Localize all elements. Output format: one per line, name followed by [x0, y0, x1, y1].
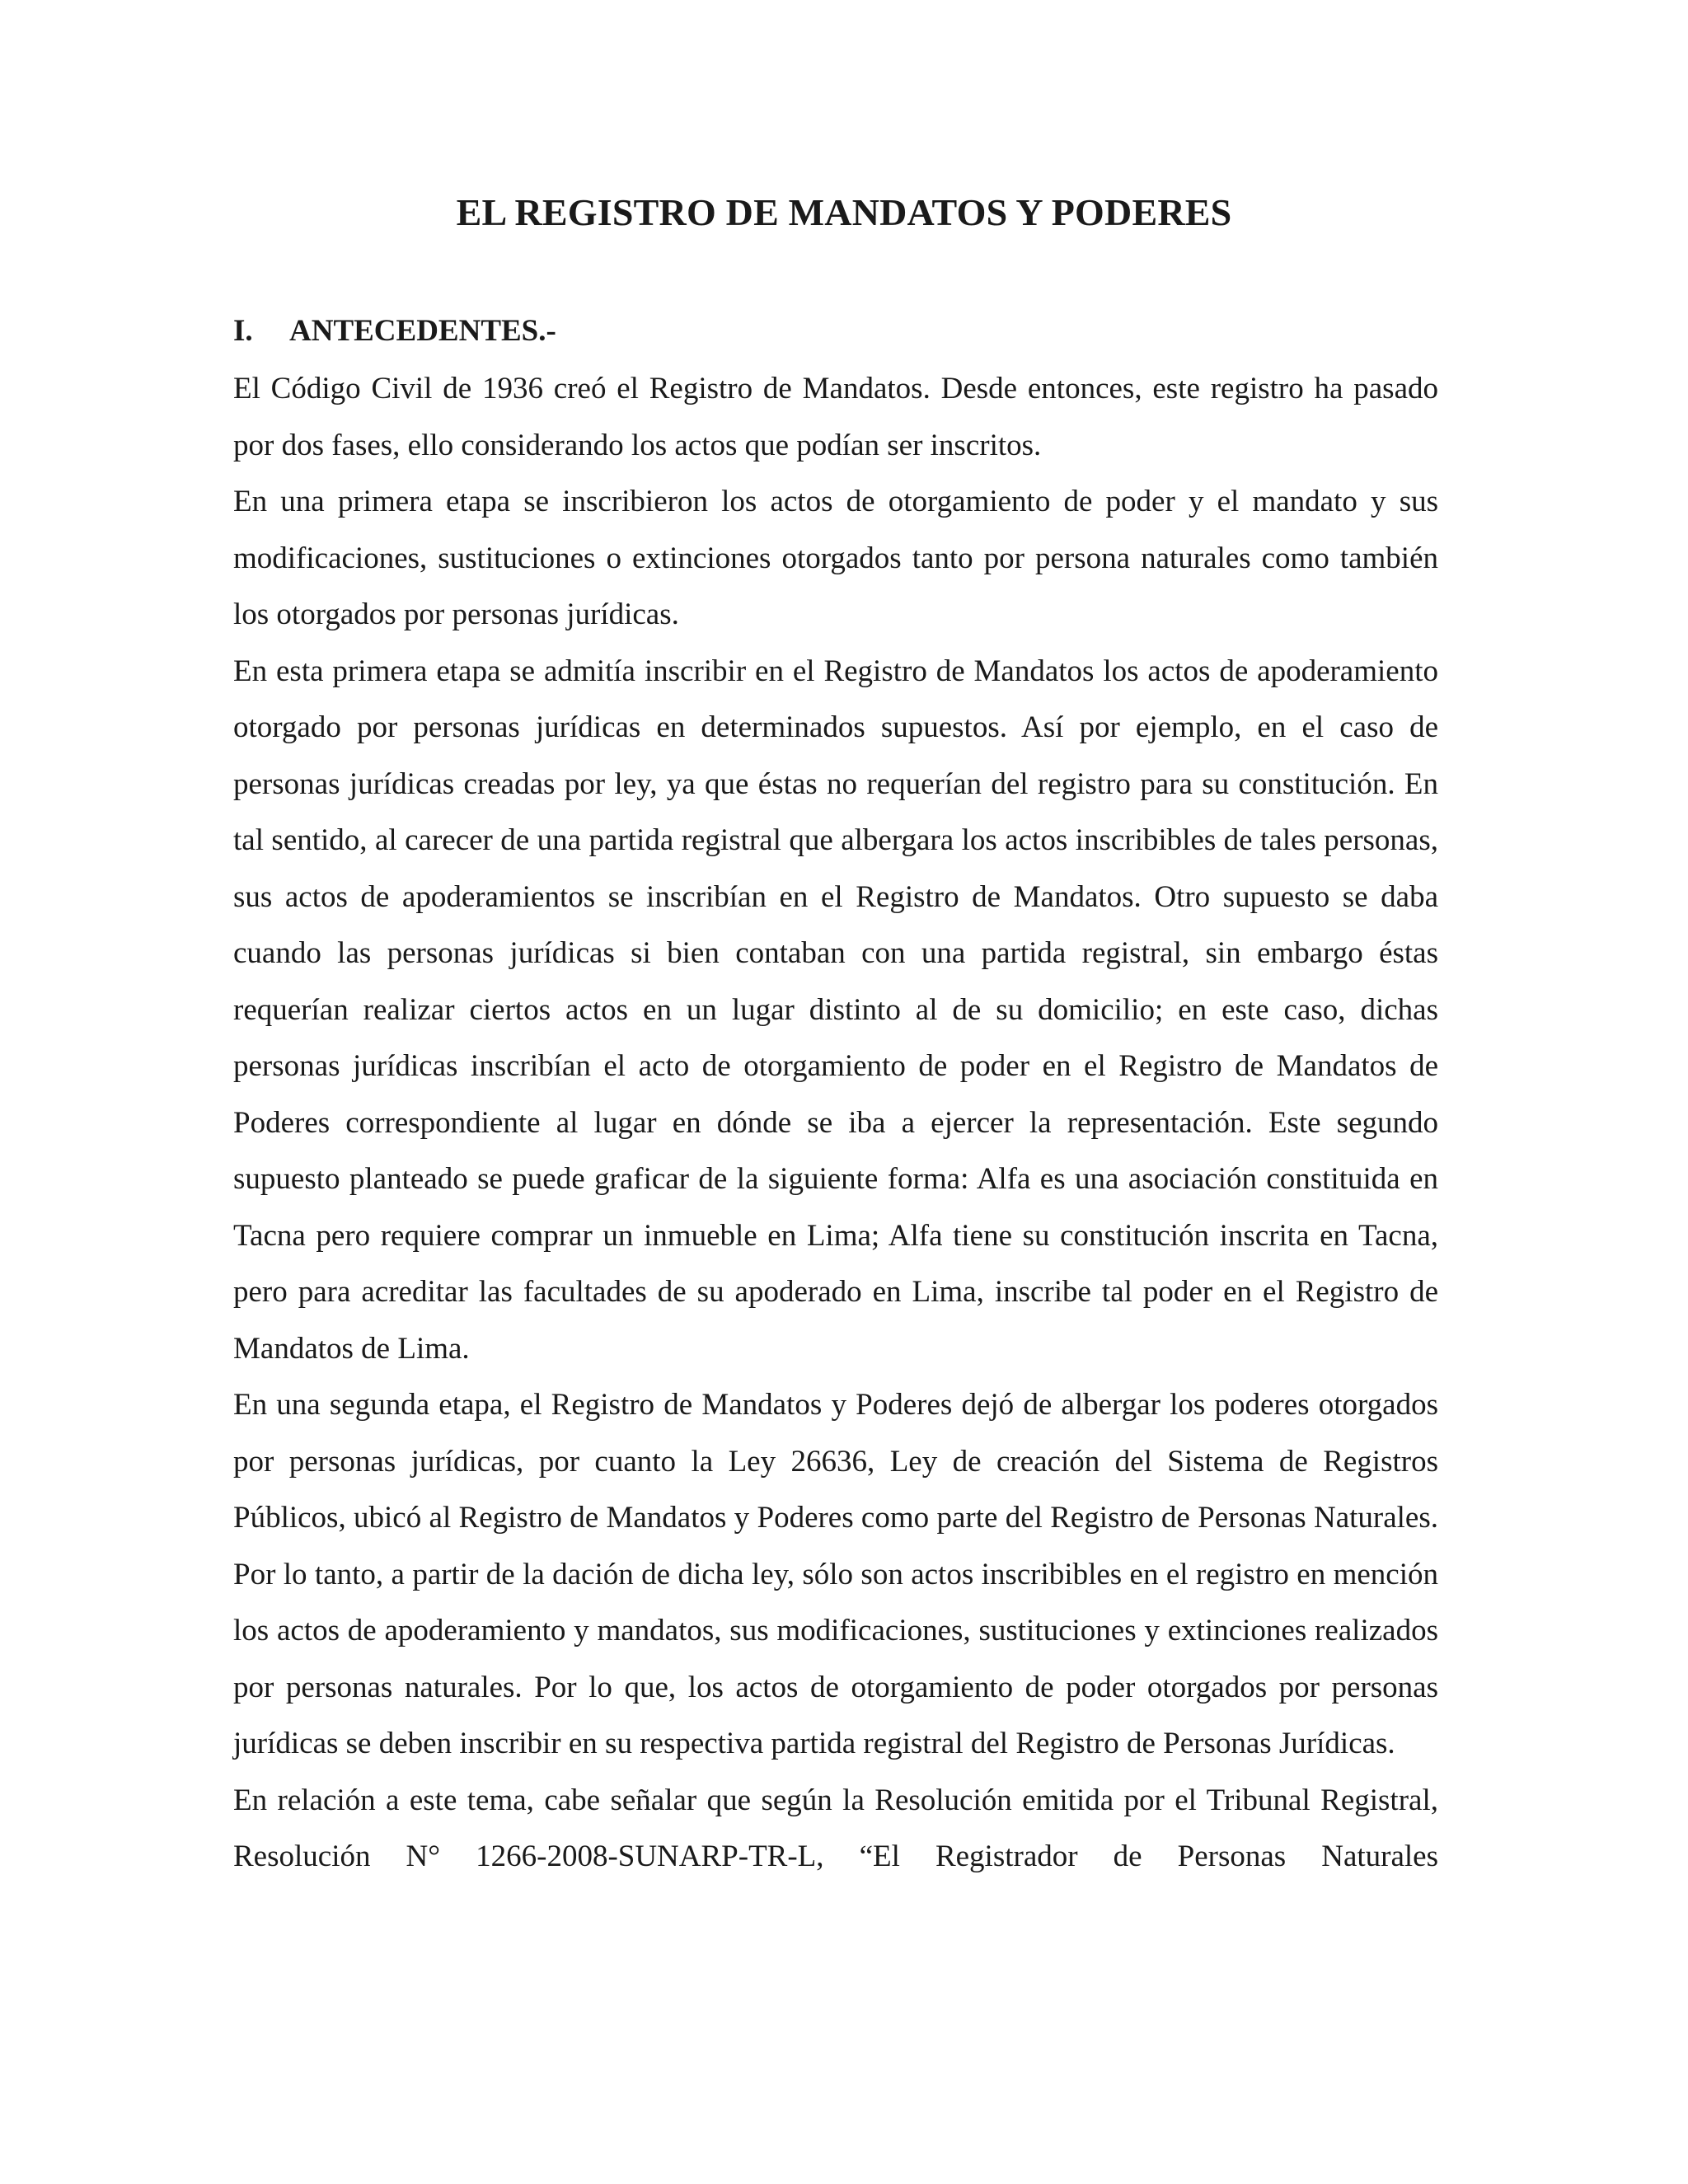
- paragraph: En una segunda etapa, el Registro de Mandatos y Poderes dejó de albergar los poderes otorgados por personas jurídicas, por cuanto la Ley 26636, Ley de creación del Sistema de Registros Públicos, ubicó al Registro de Mandatos y Poderes como parte del Registro de Personas Naturales. Por lo tanto, a partir de la dación de dicha ley, sólo son actos inscribibles en el registro en mención los actos de apoderamiento y mandatos, sus modificaciones, sustituciones y extinciones realizados por personas naturales. Por lo que, los actos de otorgamiento de poder otorgados por personas jurídicas se deben inscribir en su respectiva partida registral del Registro de Personas Jurídicas.: [233, 1388, 1438, 1760]
- section-heading: [233, 310, 556, 353]
- section-number: I.: [233, 314, 253, 348]
- paragraph: El Código Civil de 1936 creó el Registro de Mandatos. Desde entonces, este registro ha pasado por dos fases, ello considerando los actos que podían ser inscritos.: [233, 372, 1438, 462]
- paragraph: En una primera etapa se inscribieron los actos de otorgamiento de poder y el mandato y sus modificaciones, sustituciones o extinciones otorgados tanto por persona naturales como también los otorgados por personas jurídicas.: [233, 485, 1438, 631]
- section-title: ANTECEDENTES.-: [289, 314, 556, 348]
- paragraph: En esta primera etapa se admitía inscribir en el Registro de Mandatos los actos de apoderamiento otorgado por personas jurídicas en determinados supuestos. Así por ejemplo, en el caso de personas jurídicas creadas por ley, ya que éstas no requerían del registro para su constitución. En tal sentido, al carecer de una partida registral que albergara los actos inscribibles de tales personas, sus actos de apoderamientos se inscribían en el Registro de Mandatos. Otro supuesto se daba cuando las personas jurídicas si bien contaban con una partida registral, sin embargo éstas requerían realizar ciertos actos en un lugar distinto al de su domicilio; en este caso, dichas personas jurídicas inscribían el acto de otorgamiento de poder en el Registro de Mandatos de Poderes correspondiente al lugar en dónde se iba a ejercer la representación. Este segundo supuesto planteado se puede graficar de la siguiente forma: Alfa es una asociación constituida en Tacna pero requiere comprar un inmueble en Lima; Alfa tiene su constitución inscrita en Tacna, pero para acreditar las facultades de su apoderado en Lima, inscribe tal poder en el Registro de Mandatos de Lima.: [233, 654, 1438, 1366]
- document-body: [233, 361, 1438, 1886]
- paragraph: En relación a este tema, cabe señalar que según la Resolución emitida por el Tribunal Registral, Resolución N° 1266-2008-SUNARP-TR-L, “El Registrador de Personas Naturales: [233, 1783, 1438, 1873]
- document-title: EL REGISTRO DE MANDATOS Y PODERES: [456, 191, 1232, 233]
